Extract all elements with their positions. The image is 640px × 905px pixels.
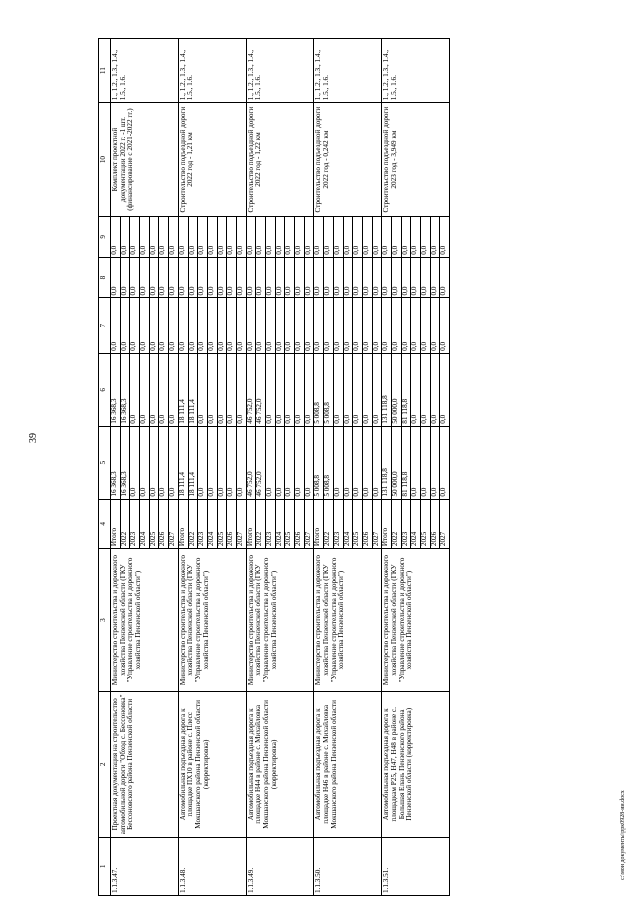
year-cell-value: 2027 [439, 531, 448, 547]
local-budget-cell-value: 0,0 [371, 286, 380, 296]
total-funding-cell-value: 5 008,8 [324, 427, 334, 499]
indicator-refs: 1., 1.2., 1.3., 1.4., 1.5., 1.6. [178, 39, 246, 103]
regional-budget-cell-value: 5 008,8 [314, 354, 324, 426]
federal-budget-cell-value: 0,0 [295, 299, 305, 353]
item-name: Проектная документация на строительство автомобильной дороги "Обход с. Бессоновка" Бессоновского района Пензенской области [111, 691, 179, 837]
total-funding-cell [246, 426, 314, 499]
local-budget-cell-value: 0,0 [314, 258, 324, 298]
local-budget-cell-value: 0,0 [111, 258, 121, 298]
total-funding-cell-value: 0,0 [198, 427, 208, 499]
local-budget-cell-value: 0,0 [324, 258, 334, 298]
other-sources-cell-value: 0,0 [130, 217, 140, 257]
year-cell-value: 2026 [295, 500, 305, 549]
federal-budget-cell-value: 0,0 [159, 299, 169, 353]
regional-budget-cell [178, 353, 246, 426]
federal-budget-cell-value: 0,0 [276, 299, 286, 353]
total-funding-cell [178, 426, 246, 499]
regional-budget-cell-value: 46 752,0 [247, 354, 257, 426]
total-funding-cell-value: 0,0 [344, 427, 354, 499]
other-sources-cell-value: 0,0 [266, 217, 276, 257]
item-name: Автомобильная подъездная дорога к площадкам Р25, Н47, Н48 в районе с. Большая Елань Пензенского района Пензенской области (корректировка) [382, 691, 450, 837]
item-name: Автомобильная подъездная дорога к площадке Н46 в районе с. Михайловка Мокшанского района Пензенской области [314, 691, 382, 837]
expected-result: Строительство подъездной дороги 2023 год - 3,949 км [382, 103, 450, 217]
local-budget-cell-value: 0,0 [198, 258, 208, 298]
total-funding-cell-value: 16 368,3 [121, 427, 131, 499]
local-budget-cell-value: 0,0 [179, 258, 189, 298]
other-sources-cell [178, 216, 246, 257]
local-budget-cell [314, 257, 382, 298]
total-funding-cell-value: 0,0 [285, 427, 295, 499]
table-row [111, 39, 179, 896]
regional-budget-cell-value: 131 118,8 [382, 354, 392, 426]
other-sources-cell-value: 0,0 [179, 217, 189, 257]
column-number-row [99, 39, 111, 896]
executor: Министерство строительства и дорожного хозяйства Пензенской области (ГКУ "Управление строительства и дорожного хозяйства Пензенской области") [314, 549, 382, 692]
year-cell [314, 499, 382, 549]
other-sources-cell-value: 0,0 [121, 217, 131, 257]
local-budget-cell-value: 0,0 [421, 258, 431, 298]
total-funding-cell-value: 46 752,0 [247, 427, 257, 499]
local-budget-cell-value: 0,0 [130, 258, 140, 298]
local-budget-cell-value: 0,0 [227, 258, 237, 298]
column-number: 3 [99, 549, 111, 692]
local-budget-cell-value: 0,0 [150, 258, 160, 298]
federal-budget-cell-value: 0,0 [431, 299, 441, 353]
year-cell-value: 2027 [303, 531, 312, 547]
regional-budget-cell [382, 353, 450, 426]
federal-budget-cell [178, 298, 246, 353]
regional-budget-cell-value: 0,0 [218, 354, 228, 426]
other-sources-cell-value: 0,0 [285, 217, 295, 257]
regional-budget-cell-value: 46 752,0 [256, 354, 266, 426]
total-funding-cell-value: 0,0 [276, 427, 286, 499]
executor: Министерство строительства и дорожного хозяйства Пензенской области (ГКУ "Управление строительства и дорожного хозяйства Пензенской области") [246, 549, 314, 692]
total-funding-cell-value: 81 118,8 [402, 427, 412, 499]
other-sources-cell-value: 0,0 [344, 217, 354, 257]
column-number: 5 [99, 426, 111, 499]
other-sources-cell-value: 0,0 [218, 217, 228, 257]
federal-budget-cell-value: 0,0 [324, 299, 334, 353]
federal-budget-cell-value: 0,0 [247, 299, 257, 353]
year-cell-value: 2024 [276, 500, 286, 549]
federal-budget-cell-value: 0,0 [150, 299, 160, 353]
local-budget-cell-value: 0,0 [303, 286, 312, 296]
federal-budget-cell [111, 298, 179, 353]
year-cell-value: Итого [111, 500, 121, 549]
local-budget-cell [111, 257, 179, 298]
regional-budget-cell-value: 18 111,4 [189, 354, 199, 426]
other-sources-cell-value: 0,0 [227, 217, 237, 257]
federal-budget-cell-value: 0,0 [439, 341, 448, 351]
local-budget-cell-value: 0,0 [334, 258, 344, 298]
regional-budget-cell-value: 0,0 [285, 354, 295, 426]
local-budget-cell-value: 0,0 [276, 258, 286, 298]
other-sources-cell-value: 0,0 [439, 245, 448, 255]
table-row [246, 39, 314, 896]
regional-budget-cell-value: 0,0 [295, 354, 305, 426]
federal-budget-cell-value: 0,0 [402, 299, 412, 353]
year-cell-value: 2026 [159, 500, 169, 549]
total-funding-cell-value: 0,0 [353, 427, 363, 499]
other-sources-cell-value: 0,0 [353, 217, 363, 257]
local-budget-cell-value: 0,0 [402, 258, 412, 298]
other-sources-cell [314, 216, 382, 257]
total-funding-cell-value: 0,0 [140, 427, 150, 499]
regional-budget-cell-value: 0,0 [344, 354, 354, 426]
year-cell-value: 2025 [285, 500, 295, 549]
item-number: 1.1.3.51. [382, 837, 450, 895]
table-row [382, 39, 450, 896]
regional-budget-cell-value: 0,0 [168, 414, 177, 424]
regional-budget-cell [111, 353, 179, 426]
regional-budget-cell-value: 0,0 [421, 354, 431, 426]
local-budget-cell-value: 0,0 [382, 258, 392, 298]
federal-budget-cell-value: 0,0 [421, 299, 431, 353]
regional-budget-cell-value: 0,0 [130, 354, 140, 426]
other-sources-cell-value: 0,0 [431, 217, 441, 257]
local-budget-cell-value: 0,0 [235, 286, 244, 296]
program-table [98, 38, 450, 896]
column-number: 2 [99, 691, 111, 837]
other-sources-cell-value: 0,0 [411, 217, 421, 257]
other-sources-cell-value: 0,0 [256, 217, 266, 257]
regional-budget-cell-value: 0,0 [303, 414, 312, 424]
year-cell-value: 2025 [150, 500, 160, 549]
regional-budget-cell-value: 0,0 [363, 354, 373, 426]
other-sources-cell-value: 0,0 [295, 217, 305, 257]
total-funding-cell-value: 0,0 [295, 427, 305, 499]
year-cell-value: 2024 [140, 500, 150, 549]
federal-budget-cell-value: 0,0 [235, 341, 244, 351]
federal-budget-cell-value: 0,0 [168, 341, 177, 351]
federal-budget-cell [314, 298, 382, 353]
federal-budget-cell-value: 0,0 [256, 299, 266, 353]
total-funding-cell-value: 50 000,0 [392, 427, 402, 499]
other-sources-cell-value: 0,0 [371, 245, 380, 255]
regional-budget-cell-value: 50 000,0 [392, 354, 402, 426]
local-budget-cell-value: 0,0 [189, 258, 199, 298]
total-funding-cell-value: 16 368,3 [111, 427, 121, 499]
total-funding-cell-value: 0,0 [431, 427, 441, 499]
year-cell-value: 2027 [235, 531, 244, 547]
federal-budget-cell-value: 0,0 [314, 299, 324, 353]
executor: Министерство строительства и дорожного хозяйства Пензенской области (ГКУ "Управление строительства и дорожного хозяйства Пензенской области") [111, 549, 179, 692]
other-sources-cell-value: 0,0 [276, 217, 286, 257]
local-budget-cell-value: 0,0 [295, 258, 305, 298]
year-cell-value: 2022 [121, 500, 131, 549]
local-budget-cell-value: 0,0 [247, 258, 257, 298]
column-number: 11 [99, 39, 111, 103]
table-row [178, 39, 246, 896]
federal-budget-cell-value: 0,0 [179, 299, 189, 353]
item-number: 1.1.3.50. [314, 837, 382, 895]
regional-budget-cell-value: 0,0 [150, 354, 160, 426]
regional-budget-cell-value: 18 111,4 [179, 354, 189, 426]
federal-budget-cell-value: 0,0 [344, 299, 354, 353]
table-row [314, 39, 382, 896]
total-funding-cell-value: 0,0 [208, 427, 218, 499]
local-budget-cell-value: 0,0 [353, 258, 363, 298]
year-cell-value: Итого [179, 500, 189, 549]
regional-budget-cell-value: 0,0 [371, 414, 380, 424]
other-sources-cell [111, 216, 179, 257]
regional-budget-cell-value: 0,0 [140, 354, 150, 426]
item-name: Автомобильная подъездная дорога к площадке ПХ10 в районе с. Плесс Мокшанского района Пензенской области (корректировка) [178, 691, 246, 837]
year-cell-value: Итого [382, 500, 392, 549]
federal-budget-cell-value: 0,0 [411, 299, 421, 353]
regional-budget-cell-value: 0,0 [208, 354, 218, 426]
regional-budget-cell-value: 16 368,3 [121, 354, 131, 426]
regional-budget-cell-value: 5 008,8 [324, 354, 334, 426]
total-funding-cell-value: 0,0 [150, 427, 160, 499]
year-cell-value: 2027 [168, 531, 177, 547]
year-cell-value: 2024 [208, 500, 218, 549]
program-table-rotated [98, 38, 587, 896]
column-number: 8 [99, 257, 111, 298]
other-sources-cell [246, 216, 314, 257]
federal-budget-cell-value: 0,0 [392, 299, 402, 353]
local-budget-cell-value: 0,0 [256, 258, 266, 298]
local-budget-cell-value: 0,0 [168, 286, 177, 296]
other-sources-cell-value: 0,0 [392, 217, 402, 257]
local-budget-cell-value: 0,0 [344, 258, 354, 298]
year-cell-value: 2023 [266, 500, 276, 549]
file-path-footer: c:\мои документы\ррк0928-ии.docx [620, 790, 626, 880]
federal-budget-cell-value: 0,0 [130, 299, 140, 353]
other-sources-cell-value: 0,0 [198, 217, 208, 257]
expected-result: Строительство подъездной дороги 2022 год - 1,22 км [246, 103, 314, 217]
other-sources-cell-value: 0,0 [168, 245, 177, 255]
year-cell-value: 2023 [402, 500, 412, 549]
federal-budget-cell-value: 0,0 [218, 299, 228, 353]
year-cell-value: 2023 [198, 500, 208, 549]
year-cell-value: 2025 [353, 500, 363, 549]
federal-budget-cell-value: 0,0 [303, 341, 312, 351]
federal-budget-cell [246, 298, 314, 353]
year-cell-value: 2026 [363, 500, 373, 549]
total-funding-cell-value: 0,0 [266, 427, 276, 499]
total-funding-cell-value: 0,0 [439, 487, 448, 497]
item-number: 1.1.3.49. [246, 837, 314, 895]
executor: Министерство строительства и дорожного хозяйства Пензенской области (ГКУ "Управление строительства и дорожного хозяйства Пензенской области") [382, 549, 450, 692]
item-name: Автомобильная подъездная дорога к площадке Н44 в районе с. Михайловка Мокшанского района Пензенской области (корректировка) [246, 691, 314, 837]
item-number: 1.1.3.48. [178, 837, 246, 895]
local-budget-cell-value: 0,0 [285, 258, 295, 298]
local-budget-cell-value: 0,0 [363, 258, 373, 298]
local-budget-cell-value: 0,0 [439, 286, 448, 296]
indicator-refs: 1., 1.2., 1.3., 1.4., 1.5., 1.6. [314, 39, 382, 103]
federal-budget-cell-value: 0,0 [227, 299, 237, 353]
other-sources-cell-value: 0,0 [324, 217, 334, 257]
total-funding-cell [111, 426, 179, 499]
total-funding-cell [314, 426, 382, 499]
expected-result: Строительство подъездной дороги 2022 год - 0,242 км [314, 103, 382, 217]
other-sources-cell-value: 0,0 [140, 217, 150, 257]
regional-budget-cell-value: 16 368,3 [111, 354, 121, 426]
expected-result: Строительство подъездной дороги 2022 год - 1,21 км [178, 103, 246, 217]
column-number: 4 [99, 499, 111, 549]
regional-budget-cell-value: 0,0 [198, 354, 208, 426]
local-budget-cell [246, 257, 314, 298]
year-cell-value: Итого [314, 500, 324, 549]
federal-budget-cell-value: 0,0 [189, 299, 199, 353]
year-cell-value: 2025 [421, 500, 431, 549]
column-number: 10 [99, 103, 111, 217]
total-funding-cell-value: 0,0 [235, 487, 244, 497]
other-sources-cell-value: 0,0 [314, 217, 324, 257]
other-sources-cell-value: 0,0 [208, 217, 218, 257]
total-funding-cell-value: 0,0 [421, 427, 431, 499]
item-number: 1.1.3.47. [111, 837, 179, 895]
year-cell-value: 2026 [431, 500, 441, 549]
regional-budget-cell-value: 0,0 [431, 354, 441, 426]
regional-budget-cell-value: 0,0 [227, 354, 237, 426]
other-sources-cell-value: 0,0 [150, 217, 160, 257]
local-budget-cell-value: 0,0 [121, 258, 131, 298]
total-funding-cell-value: 18 111,4 [179, 427, 189, 499]
year-cell-value: 2023 [130, 500, 140, 549]
year-cell-value: 2024 [411, 500, 421, 549]
year-cell-value: 2024 [344, 500, 354, 549]
executor: Министерство строительства и дорожного хозяйства Пензенской области (ГКУ "Управление строительства и дорожного хозяйства Пензенской области") [178, 549, 246, 692]
local-budget-cell-value: 0,0 [431, 258, 441, 298]
total-funding-cell-value: 0,0 [371, 487, 380, 497]
federal-budget-cell-value: 0,0 [121, 299, 131, 353]
local-budget-cell [178, 257, 246, 298]
regional-budget-cell-value: 0,0 [353, 354, 363, 426]
indicator-refs: 1., 1.2., 1.3., 1.4., 1.5., 1.6. [246, 39, 314, 103]
indicator-refs: 1., 1.2., 1.3., 1.4., 1.5., 1.6. [111, 39, 179, 103]
total-funding-cell-value: 0,0 [130, 427, 140, 499]
other-sources-cell-value: 0,0 [402, 217, 412, 257]
federal-budget-cell-value: 0,0 [334, 299, 344, 353]
federal-budget-cell-value: 0,0 [198, 299, 208, 353]
column-number: 1 [99, 837, 111, 895]
total-funding-cell-value: 5 008,8 [314, 427, 324, 499]
page-number: 39 [28, 433, 39, 443]
year-cell [246, 499, 314, 549]
federal-budget-cell-value: 0,0 [353, 299, 363, 353]
regional-budget-cell-value: 0,0 [235, 414, 244, 424]
local-budget-cell [382, 257, 450, 298]
total-funding-cell-value: 0,0 [411, 427, 421, 499]
local-budget-cell-value: 0,0 [208, 258, 218, 298]
indicator-refs: 1., 1.2., 1.3., 1.4., 1.5., 1.6. [382, 39, 450, 103]
federal-budget-cell-value: 0,0 [208, 299, 218, 353]
federal-budget-cell-value: 0,0 [111, 299, 121, 353]
column-number: 6 [99, 353, 111, 426]
federal-budget-cell-value: 0,0 [266, 299, 276, 353]
total-funding-cell-value: 0,0 [334, 427, 344, 499]
regional-budget-cell-value: 0,0 [266, 354, 276, 426]
local-budget-cell-value: 0,0 [218, 258, 228, 298]
other-sources-cell-value: 0,0 [247, 217, 257, 257]
year-cell [111, 499, 179, 549]
column-number: 9 [99, 216, 111, 257]
total-funding-cell-value: 0,0 [168, 487, 177, 497]
local-budget-cell-value: 0,0 [140, 258, 150, 298]
year-cell-value: 2022 [256, 500, 266, 549]
local-budget-cell-value: 0,0 [392, 258, 402, 298]
regional-budget-cell-value: 0,0 [411, 354, 421, 426]
year-cell-value: 2025 [218, 500, 228, 549]
year-cell [178, 499, 246, 549]
year-cell-value: 2027 [371, 531, 380, 547]
other-sources-cell-value: 0,0 [235, 245, 244, 255]
total-funding-cell-value: 0,0 [218, 427, 228, 499]
total-funding-cell-value: 0,0 [227, 427, 237, 499]
other-sources-cell-value: 0,0 [111, 217, 121, 257]
federal-budget-cell-value: 0,0 [382, 299, 392, 353]
regional-budget-cell-value: 0,0 [276, 354, 286, 426]
regional-budget-cell-value: 81 118,8 [402, 354, 412, 426]
regional-budget-cell-value: 0,0 [159, 354, 169, 426]
total-funding-cell-value: 0,0 [303, 487, 312, 497]
regional-budget-cell [246, 353, 314, 426]
total-funding-cell-value: 18 111,4 [189, 427, 199, 499]
local-budget-cell-value: 0,0 [266, 258, 276, 298]
year-cell-value: Итого [247, 500, 257, 549]
local-budget-cell-value: 0,0 [411, 258, 421, 298]
total-funding-cell-value: 0,0 [363, 427, 373, 499]
other-sources-cell [382, 216, 450, 257]
federal-budget-cell-value: 0,0 [140, 299, 150, 353]
total-funding-cell-value: 131 118,8 [382, 427, 392, 499]
year-cell-value: 2026 [227, 500, 237, 549]
expected-result: Комплект проектной документации 2022 г. -1 шт. (финансирование с 2021-2022 гг.) [111, 103, 179, 217]
federal-budget-cell-value: 0,0 [371, 341, 380, 351]
year-cell-value: 2023 [334, 500, 344, 549]
other-sources-cell-value: 0,0 [189, 217, 199, 257]
federal-budget-cell-value: 0,0 [285, 299, 295, 353]
regional-budget-cell-value: 0,0 [334, 354, 344, 426]
year-cell-value: 2022 [392, 500, 402, 549]
regional-budget-cell-value: 0,0 [439, 414, 448, 424]
total-funding-cell-value: 0,0 [159, 427, 169, 499]
federal-budget-cell [382, 298, 450, 353]
federal-budget-cell-value: 0,0 [363, 299, 373, 353]
regional-budget-cell [314, 353, 382, 426]
year-cell-value: 2022 [189, 500, 199, 549]
other-sources-cell-value: 0,0 [363, 217, 373, 257]
year-cell [382, 499, 450, 549]
total-funding-cell-value: 46 752,0 [256, 427, 266, 499]
year-cell-value: 2022 [324, 500, 334, 549]
total-funding-cell [382, 426, 450, 499]
other-sources-cell-value: 0,0 [334, 217, 344, 257]
other-sources-cell-value: 0,0 [421, 217, 431, 257]
column-number: 7 [99, 298, 111, 353]
local-budget-cell-value: 0,0 [159, 258, 169, 298]
other-sources-cell-value: 0,0 [159, 217, 169, 257]
other-sources-cell-value: 0,0 [303, 245, 312, 255]
other-sources-cell-value: 0,0 [382, 217, 392, 257]
